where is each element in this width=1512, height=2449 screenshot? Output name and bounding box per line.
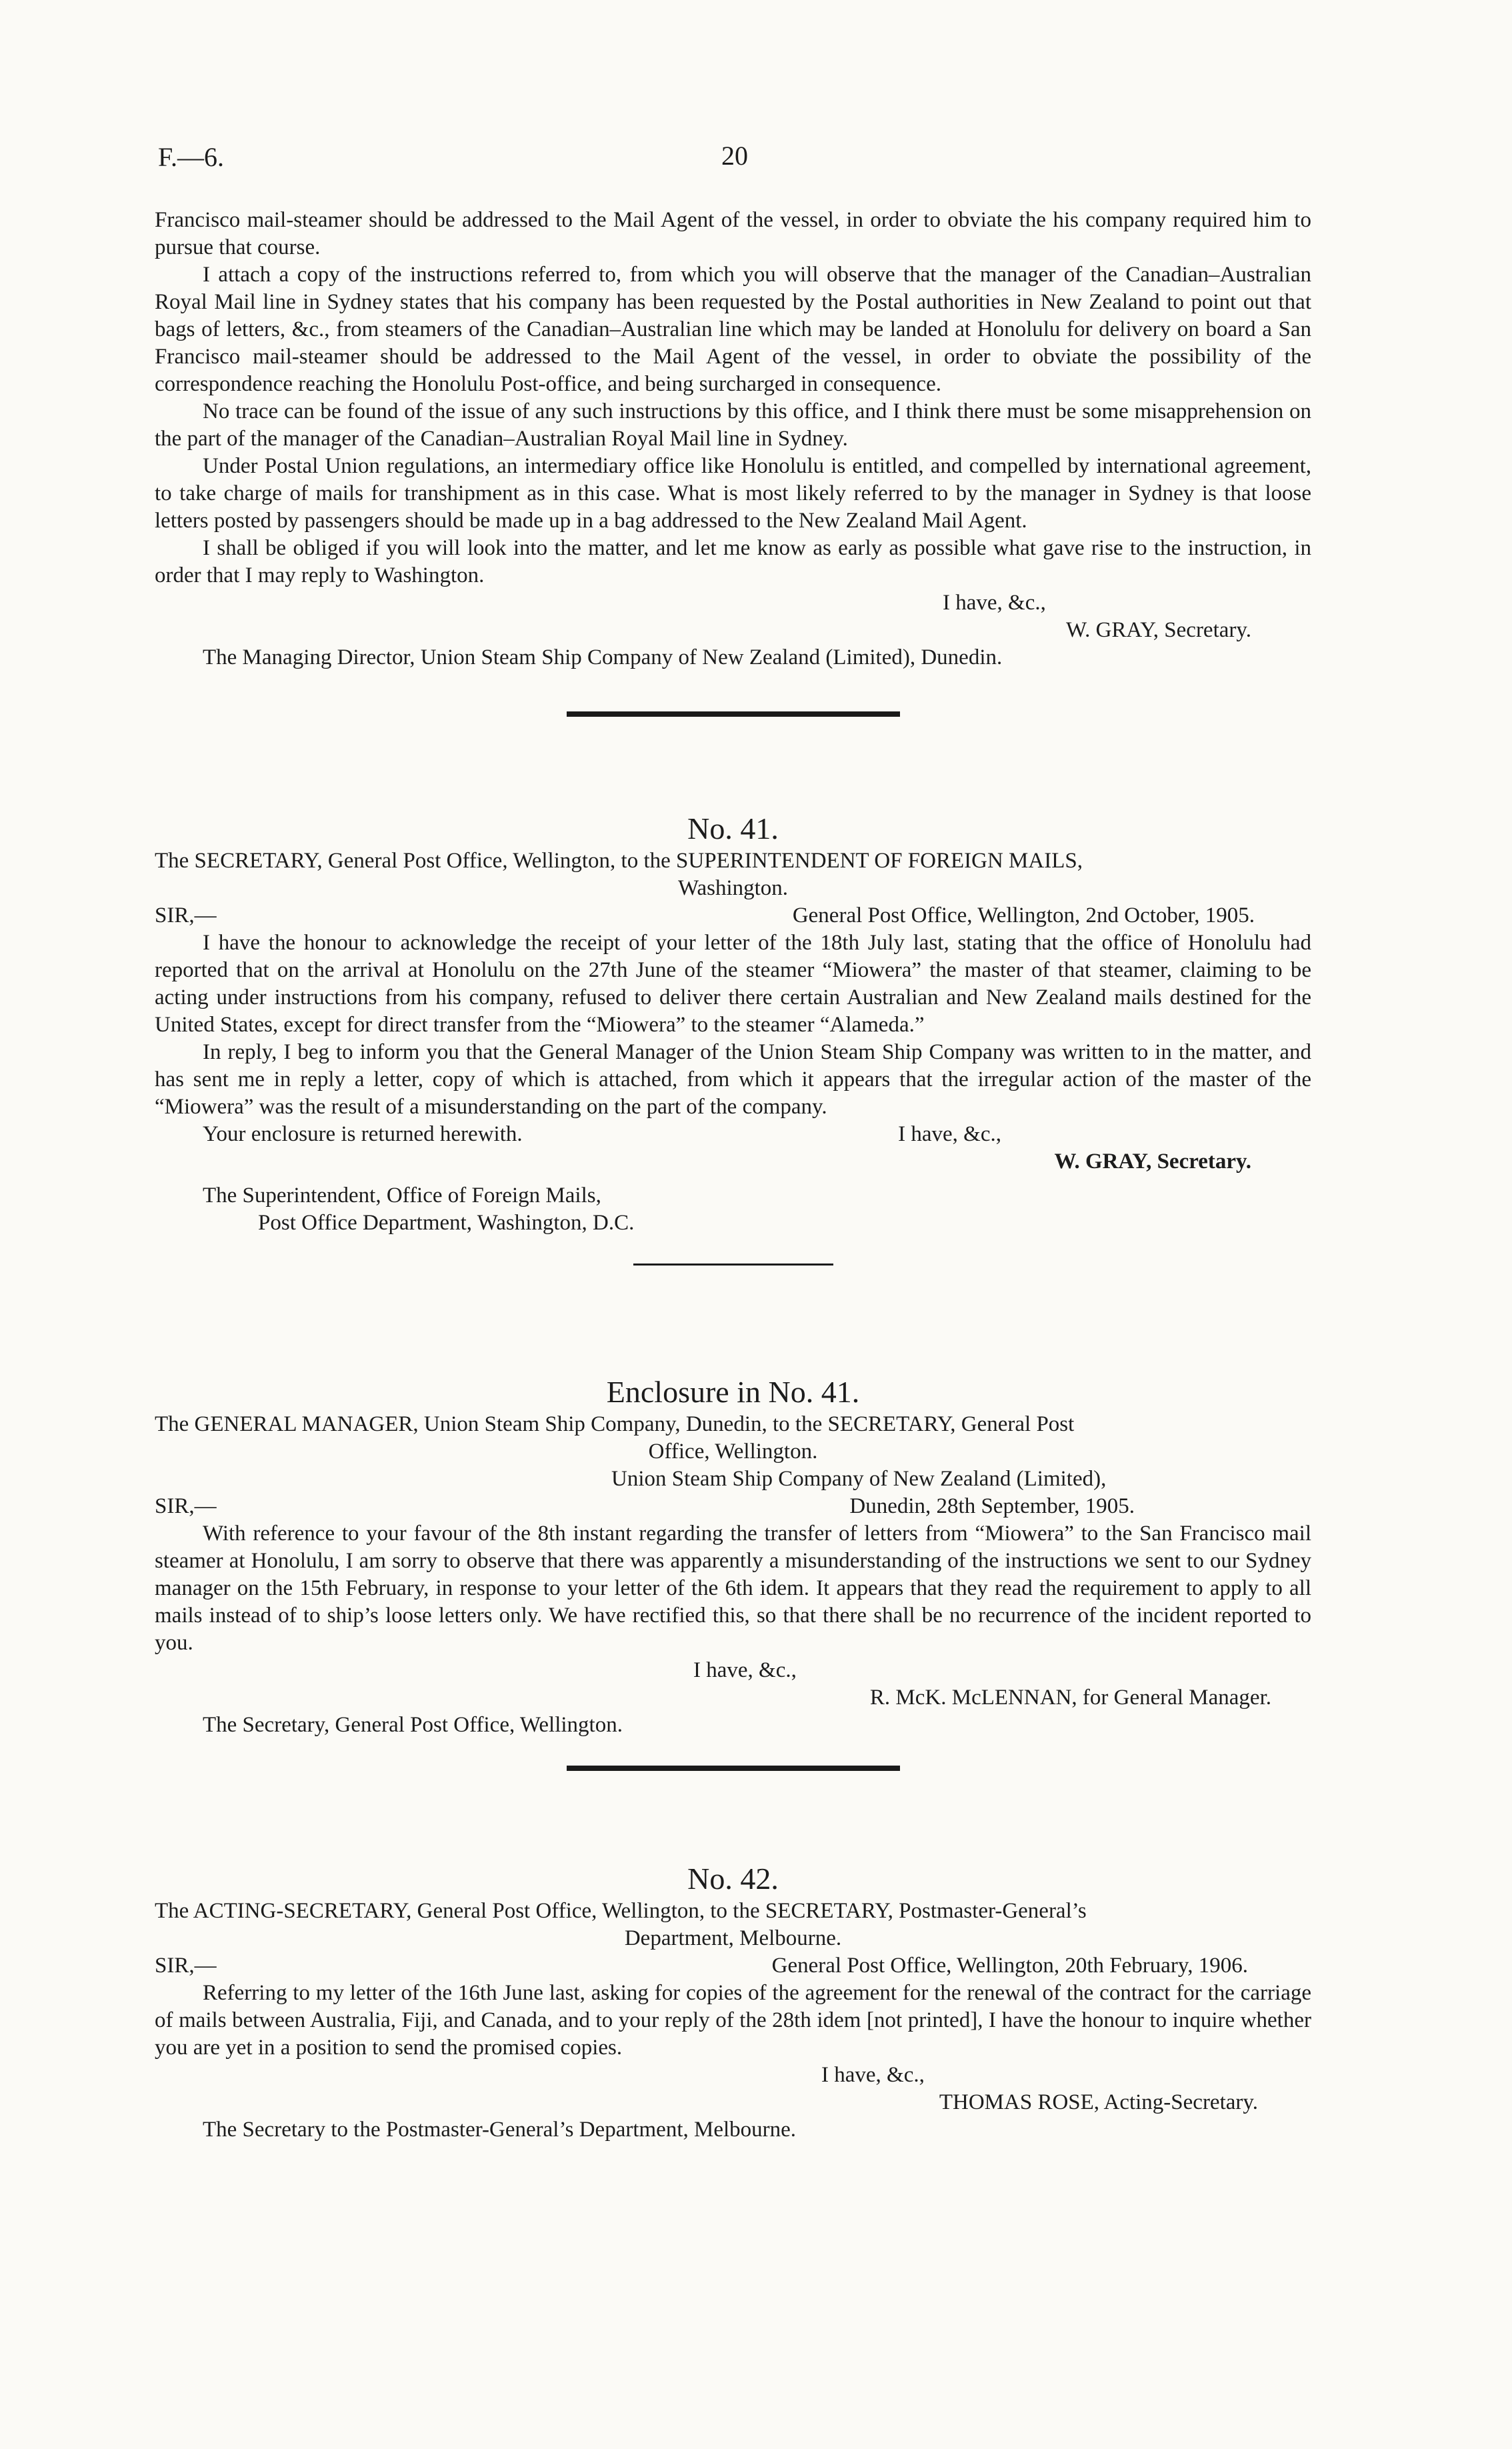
- section-divider: [567, 1766, 900, 1771]
- signature: W. GRAY, Secretary.: [1065, 618, 1251, 642]
- document-reference: F.—6.: [158, 142, 225, 172]
- page-number: 20: [721, 141, 748, 171]
- closing: I have, &c.,: [943, 591, 1046, 615]
- paragraph: Under Postal Union regulations, an intermediary office like Honolulu is entitled, and compelled by international agreement, to take charge of mails for transhipment as in this case. What is most likely referred to by the manager in Sydney is that loose letters posted by passengers should be made up in a bag addressed to the New Zealand Mail Agent.: [155, 454, 1311, 533]
- closing: I have, &c.,: [898, 1122, 1001, 1146]
- section-divider: [567, 711, 900, 717]
- signature: THOMAS ROSE, Acting-Secretary.: [939, 2090, 1258, 2114]
- paragraph: With reference to your favour of the 8th instant regarding the transfer of letters from “Miowera” to the San Francisco mail steamer at Honolulu, I am sorry to observe that there was apparently a misunderstanding of the instructions we sent to our Sydney manager on the 15th February, in response to your letter of the 6th idem. It appears that they read the requirement to apply to all mails instead of to ship’s loose letters only. We have rectified this, so that there shall be no recurrence of the incident reported to you.: [155, 1522, 1311, 1655]
- addressee: The Secretary, General Post Office, Wellington.: [203, 1713, 623, 1737]
- enclosure-row: [155, 1121, 1311, 1148]
- paragraph: I shall be obliged if you will look into the matter, and let me know as early as possible what gave rise to the instruction, in order that I may reply to Washington.: [155, 536, 1311, 587]
- closing: I have, &c.,: [821, 2063, 925, 2087]
- letter-heading: The ACTING-SECRETARY, General Post Office, Wellington, to the SECRETARY, Postmaster-General’s: [155, 1899, 1087, 1923]
- signature: R. McK. McLENNAN, for General Manager.: [869, 1686, 1271, 1710]
- paragraph: In reply, I beg to inform you that the General Manager of the Union Steam Ship Company was written to in the matter, and has sent me in reply a letter, copy of which is attached, from which it appears that the irregular action of the master of the “Miowera” was the result of a misunderstanding on the part of the company.: [155, 1040, 1311, 1119]
- letter-no-41: [155, 810, 1311, 1266]
- enclosure-note: Your enclosure is returned herewith.: [203, 1122, 523, 1146]
- letter-heading: The SECRETARY, General Post Office, Wellington, to the SUPERINTENDENT OF FOREIGN MAILS,: [155, 849, 1083, 873]
- paragraph: Referring to my letter of the 16th June last, asking for copies of the agreement for the renewal of the contract for the carriage of mails between Australia, Fiji, and Canada, and to your reply of the 28th idem [not printed], I have the honour to inquire whether you are yet in a position to send the promised copies.: [155, 1981, 1311, 2060]
- letter-continuation: [155, 207, 1311, 717]
- paragraph: Francisco mail-steamer should be addressed to the Mail Agent of the vessel, in order to obviate the his company required him to pursue that course.: [155, 208, 1311, 259]
- place-line-2: Dunedin, 28th September, 1905.: [849, 1494, 1135, 1518]
- place-date: General Post Office, Wellington, 2nd October, 1905.: [792, 903, 1255, 927]
- salutation-row: [155, 1493, 1311, 1520]
- letter-heading-tail: Department, Melbourne.: [624, 1926, 842, 1950]
- letter-no-42: [155, 1860, 1311, 2144]
- enclosure-no-41: [155, 1374, 1311, 1771]
- letter-title: Enclosure in No. 41.: [606, 1375, 860, 1409]
- addressee: The Managing Director, Union Steam Ship Company of New Zealand (Limited), Dunedin.: [203, 645, 1003, 669]
- letter-heading-tail: Washington.: [677, 876, 789, 900]
- addressee-line-1: The Superintendent, Office of Foreign Mails,: [203, 1183, 601, 1207]
- paragraph: I have the honour to acknowledge the receipt of your letter of the 18th July last, stating that the office of Honolulu had reported that on the arrival at Honolulu on the 27th June of the steamer “Miowera” the master of that steamer, claiming to be acting under instructions from his company, refused to deliver there certain Australian and New Zealand mails destined for the United States, except for direct transfer from the “Miowera” to the steamer “Alameda.”: [155, 931, 1311, 1037]
- salutation-row: [155, 902, 1311, 929]
- letter-title: No. 41.: [687, 811, 779, 845]
- addressee-line-2: Post Office Department, Washington, D.C.: [258, 1211, 635, 1235]
- paragraph: I attach a copy of the instructions referred to, from which you will observe that the manager of the Canadian–Australian Royal Mail line in Sydney states that his company has been requested by the Postal authorities in New Zealand to point out that bags of letters, &c., from steamers of the Canadian–Australian line which may be landed at Honolulu for delivery on board a San Francisco mail-steamer should be addressed to the Mail Agent of the vessel, in order to obviate the possibility of the correspondence reaching the Honolulu Post-office, and being surcharged in consequence.: [155, 263, 1311, 396]
- closing: I have, &c.,: [693, 1658, 797, 1682]
- letter-heading-tail: Office, Wellington.: [648, 1440, 818, 1464]
- letter-title: No. 42.: [687, 1862, 779, 1896]
- letter-heading: The GENERAL MANAGER, Union Steam Ship Company, Dunedin, to the SECRETARY, General Post: [155, 1412, 1075, 1436]
- section-divider: [633, 1264, 833, 1266]
- salutation: SIR,—: [155, 903, 217, 927]
- place-date: General Post Office, Wellington, 20th February, 1906.: [771, 1954, 1248, 1978]
- salutation: SIR,—: [155, 1954, 217, 1978]
- signature: W. GRAY, Secretary.: [1054, 1149, 1251, 1173]
- addressee: The Secretary to the Postmaster-General’s Department, Melbourne.: [203, 2118, 797, 2142]
- salutation: SIR,—: [155, 1494, 217, 1518]
- paragraph: No trace can be found of the issue of any such instructions by this office, and I think there must be some misapprehension on the part of the manager of the Canadian–Australian Royal Mail line in Sydney.: [155, 399, 1311, 451]
- salutation-row: [155, 1952, 1311, 1980]
- place-line-1: Union Steam Ship Company of New Zealand (Limited),: [611, 1467, 1107, 1491]
